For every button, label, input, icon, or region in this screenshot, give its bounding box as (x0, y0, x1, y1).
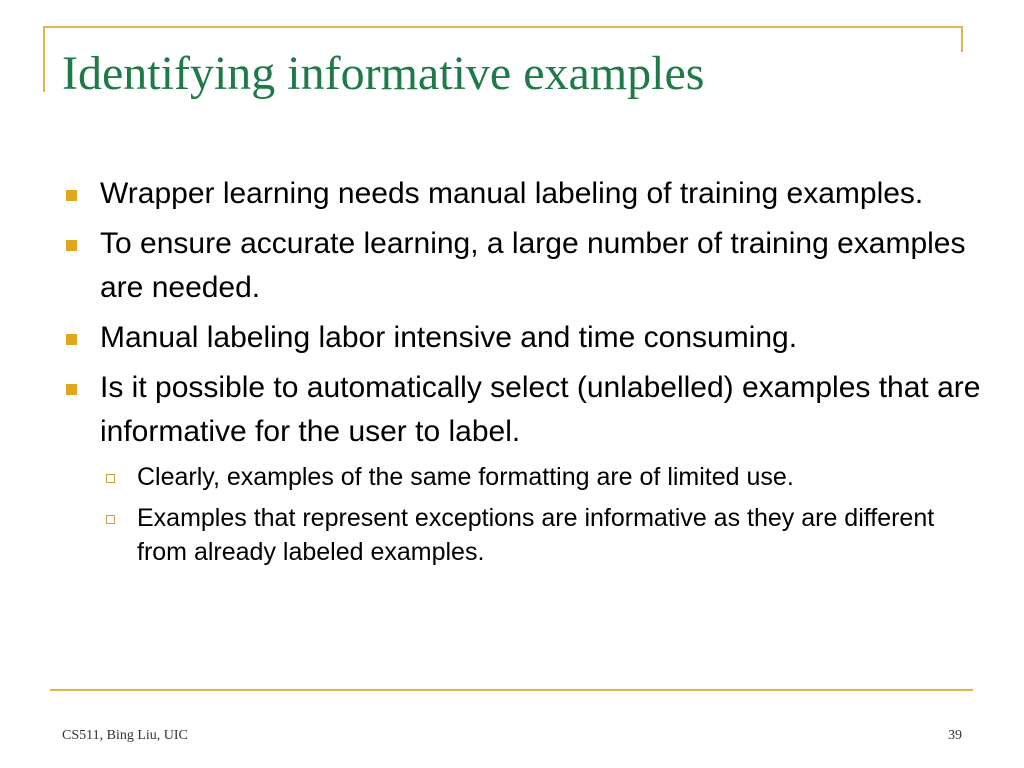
title-frame-left-line (43, 26, 45, 92)
bullet-text: To ensure accurate learning, a large number of training examples are needed. (100, 227, 966, 304)
square-bullet-icon (66, 240, 77, 251)
sub-bullet-text: Examples that represent exceptions are informative as they are different from already labeled examples. (137, 504, 935, 566)
footer-course-credit: CS511, Bing Liu, UIC (62, 728, 188, 743)
title-frame-right-line (961, 26, 963, 52)
bullet-item (62, 172, 982, 216)
bullet-text: Manual labeling labor intensive and time consuming. (100, 321, 798, 354)
sub-bullet-item (62, 501, 982, 569)
bullet-text: Is it possible to automatically select (unlabelled) examples that are informative for the user to label. (100, 371, 981, 448)
bullet-text: Wrapper learning needs manual labeling of training examples. (100, 177, 924, 210)
sub-bullet-item (62, 460, 982, 494)
title-frame-top-line (43, 26, 963, 28)
hollow-square-bullet-icon (106, 474, 115, 483)
slide-body (62, 172, 982, 576)
sub-bullet-text: Clearly, examples of the same formatting are of limited use. (137, 463, 794, 491)
bullet-item (62, 366, 982, 454)
page-number: 39 (948, 728, 962, 743)
square-bullet-icon (66, 190, 77, 201)
square-bullet-icon (66, 384, 77, 395)
footer-divider (50, 689, 973, 691)
bullet-item (62, 222, 982, 310)
square-bullet-icon (66, 334, 77, 345)
hollow-square-bullet-icon (106, 515, 115, 524)
bullet-item (62, 316, 982, 360)
slide-title: Identifying informative examples (62, 47, 705, 100)
